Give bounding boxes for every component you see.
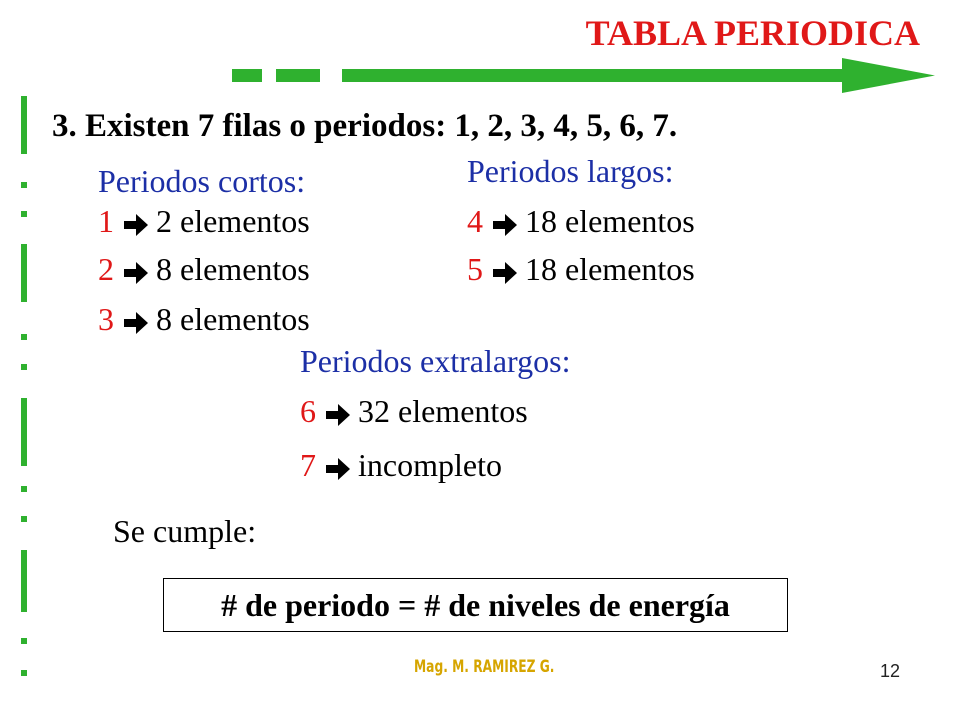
- list-item: [98, 250, 310, 292]
- list-item: [300, 446, 502, 488]
- element-count: incompleto: [358, 447, 502, 483]
- se-cumple-label: Se cumple:: [113, 513, 257, 549]
- period-number: 3: [98, 301, 114, 337]
- period-number: 2: [98, 251, 114, 287]
- formula-text: # de periodo = # de niveles de energía: [221, 587, 730, 623]
- element-count: 32 elementos: [358, 393, 528, 429]
- list-item: [98, 300, 310, 342]
- right-arrow-icon: [124, 254, 148, 292]
- right-arrow-icon: [326, 450, 350, 488]
- element-count: 18 elementos: [525, 251, 695, 287]
- right-arrow-icon: [124, 304, 148, 342]
- short-periods-label: Periodos cortos:: [98, 163, 306, 199]
- page-title: TABLA PERIODICA: [585, 13, 920, 53]
- period-number: 1: [98, 203, 114, 239]
- footer-author: Mag. M. RAMIREZ G.: [414, 657, 555, 677]
- period-number: 7: [300, 447, 316, 483]
- list-item: [300, 392, 528, 434]
- long-periods-label: Periodos largos:: [467, 153, 674, 189]
- left-dash-decoration: [0, 0, 40, 720]
- right-arrow-icon: [493, 254, 517, 292]
- list-item: [467, 250, 695, 292]
- extra-long-periods-label: Periodos extralargos:: [300, 343, 571, 379]
- list-item: [467, 202, 695, 244]
- period-number: 4: [467, 203, 483, 239]
- right-arrow-icon: [124, 206, 148, 244]
- element-count: 8 elementos: [156, 251, 310, 287]
- period-number: 5: [467, 251, 483, 287]
- element-count: 18 elementos: [525, 203, 695, 239]
- page-number: 12: [879, 661, 900, 681]
- section-heading: 3. Existen 7 filas o periodos: 1, 2, 3, 4, 5, 6, 7.: [52, 108, 678, 144]
- period-number: 6: [300, 393, 316, 429]
- right-arrow-icon: [326, 396, 350, 434]
- element-count: 2 elementos: [156, 203, 310, 239]
- right-arrow-icon: [493, 206, 517, 244]
- element-count: 8 elementos: [156, 301, 310, 337]
- list-item: [98, 202, 310, 244]
